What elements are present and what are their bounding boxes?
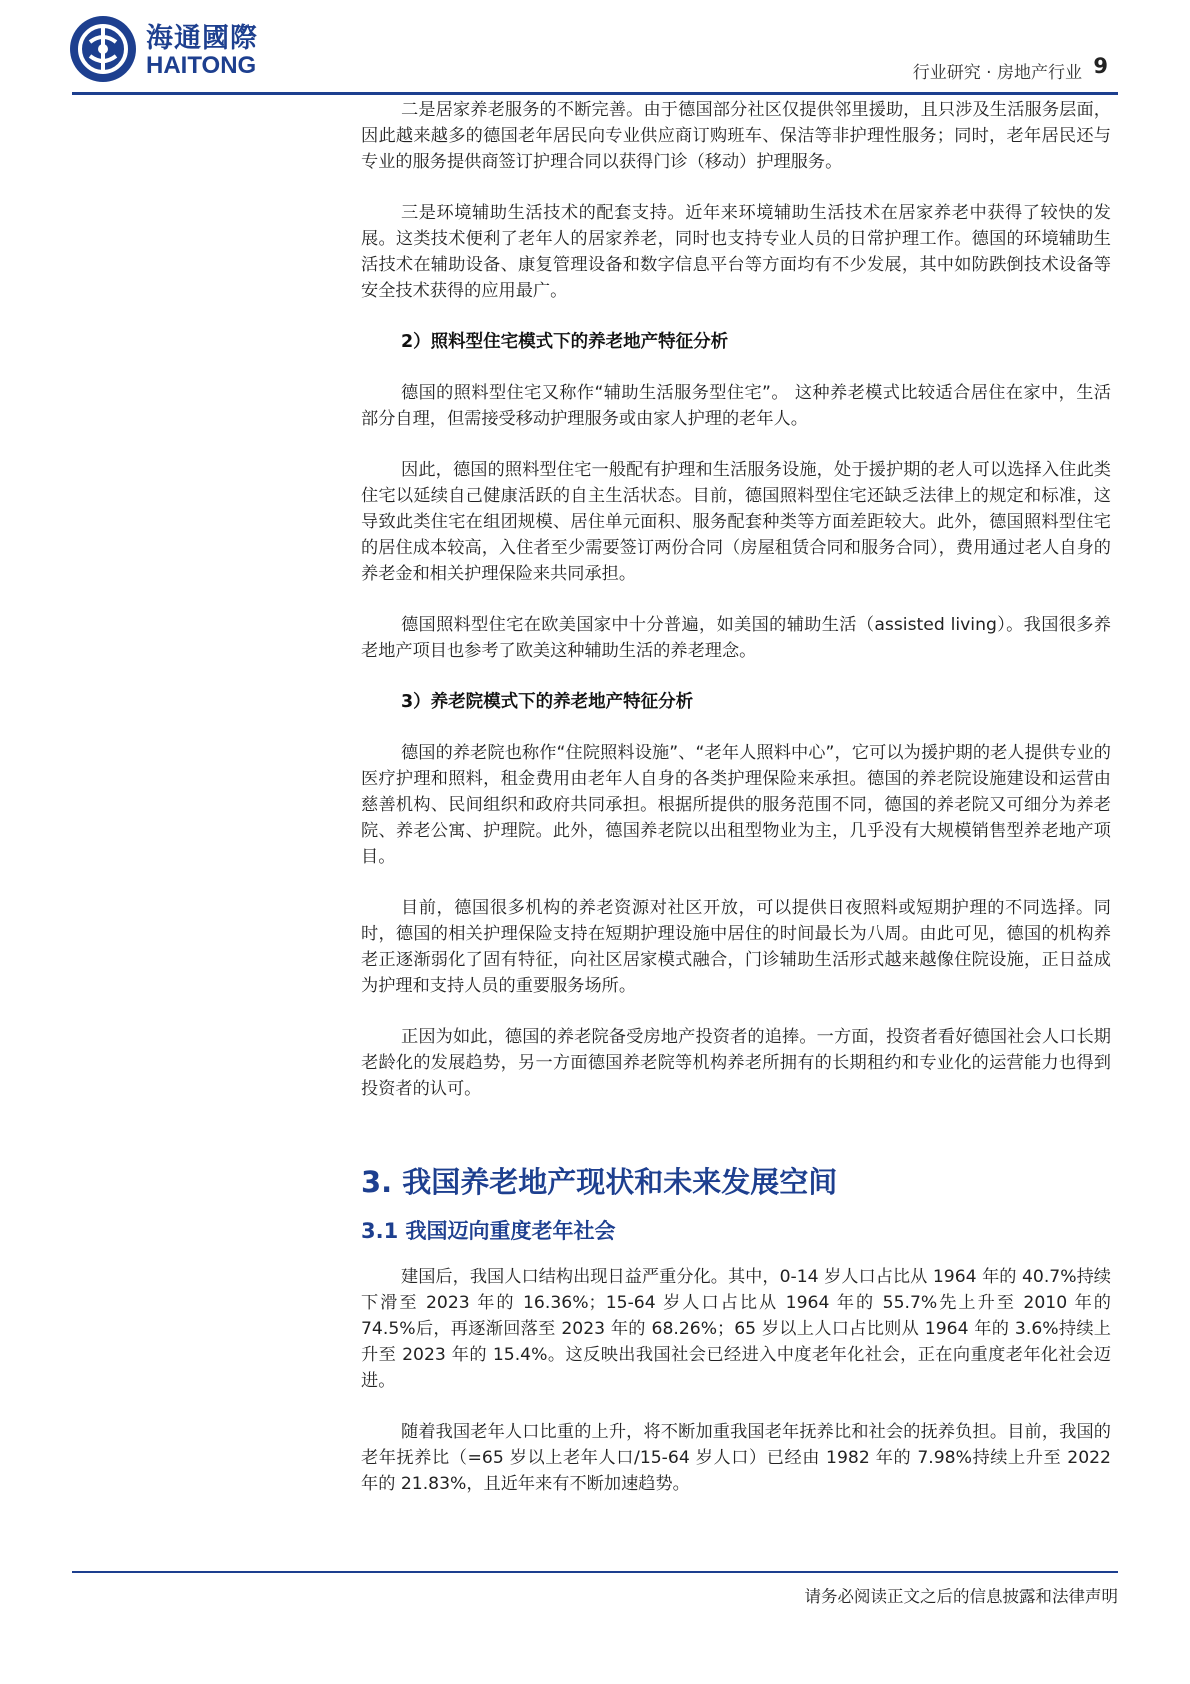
paragraph: 因此，德国的照料型住宅一般配有护理和生活服务设施，处于援护期的老人可以选择入住此类住宅以延续自己健康活跃的自主生活状态。目前，德国照料型住宅还缺乏法律上的规定和标准，这导致此类住宅在组团规模、居住单元面积、服务配套种类等方面差距较大。此外，德国照料型住宅的居住成本较高，入住者至少需要签订两份合同（房屋租赁合同和服务合同），费用通过老人自身的养老金和相关护理保险来共同承担。	[361, 460, 1111, 584]
subsection-title: 3.1 我国迈向重度老年社会	[361, 1219, 616, 1243]
report-category: 行业研究 · 房地产行业	[912, 63, 1082, 83]
haitong-logo	[68, 14, 288, 86]
paragraph: 德国照料型住宅在欧美国家中十分普遍，如美国的辅助生活（assisted living）。我国很多养老地产项目也参考了欧美这种辅助生活的养老理念。	[361, 615, 1111, 661]
subsection-heading: 3）养老院模式下的养老地产特征分析	[401, 692, 694, 712]
haitong-logo-icon	[68, 14, 138, 84]
paragraph: 德国的养老院也称作“住院照料设施”、“老年人照料中心”，它可以为援护期的老人提供专业的医疗护理和照料，租金费用由老年人自身的各类护理保险来承担。德国的养老院设施建设和运营由慈善机构、民间组织和政府共同承担。根据所提供的服务范围不同，德国的养老院又可细分为养老院、养老公寓、护理院。此外，德国养老院以出租型物业为主，几乎没有大规模销售型养老地产项目。	[361, 743, 1111, 867]
paragraph: 随着我国老年人口比重的上升，将不断加重我国老年抚养比和社会的抚养负担。目前，我国的老年抚养比（=65 岁以上老年人口/15-64 岁人口）已经由 1982 年的 7.98%持续上升至 2022 年的 21.83%，且近年来有不断加速趋势。	[361, 1422, 1111, 1494]
paragraph: 二是居家养老服务的不断完善。由于德国部分社区仅提供邻里援助，且只涉及生活服务层面，因此越来越多的德国老年居民向专业供应商订购班车、保洁等非护理性服务；同时，老年居民还与专业的服务提供商签订护理合同以获得门诊（移动）护理服务。	[361, 100, 1111, 172]
page-number: 9	[1093, 54, 1108, 78]
section-heading: 3. 我国养老地产现状和未来发展空间	[361, 1165, 838, 1199]
header-divider	[72, 92, 1118, 95]
paragraph: 目前，德国很多机构的养老资源对社区开放，可以提供日夜照料或短期护理的不同选择。同时，德国的相关护理保险支持在短期护理设施中居住的时间最长为八周。由此可见，德国的机构养老正逐渐弱化了固有特征，向社区居家模式融合，门诊辅助生活形式越来越像住院设施，正日益成为护理和支持人员的重要服务场所。	[361, 898, 1111, 996]
document-body	[361, 97, 1111, 1497]
disclaimer-note: 请务必阅读正文之后的信息披露和法律声明	[804, 1587, 1118, 1606]
paragraph: 三是环境辅助生活技术的配套支持。近年来环境辅助生活技术在居家养老中获得了较快的发展。这类技术便利了老年人的居家养老，同时也支持专业人员的日常护理工作。德国的环境辅助生活技术在辅助设备、康复管理设备和数字信息平台等方面均有不少发展，其中如防跌倒技术设备等安全技术获得的应用最广。	[361, 203, 1111, 301]
logo-chinese-name: 海通國際	[146, 23, 258, 54]
paragraph: 正因为如此，德国的养老院备受房地产投资者的追捧。一方面，投资者看好德国社会人口长期老龄化的发展趋势，另一方面德国养老院等机构养老所拥有的长期租约和专业化的运营能力也得到投资者的认可。	[361, 1027, 1111, 1099]
subsection-heading: 2）照料型住宅模式下的养老地产特征分析	[401, 332, 729, 352]
paragraph: 德国的照料型住宅又称作“辅助生活服务型住宅”。 这种养老模式比较适合居住在家中，生活部分自理，但需接受移动护理服务或由家人护理的老年人。	[361, 383, 1111, 429]
paragraph: 建国后，我国人口结构出现日益严重分化。其中，0-14 岁人口占比从 1964 年的 40.7%持续下滑至 2023 年的 16.36%；15-64 岁人口占比从 1964 年的 55.7%先上升至 2010 年的 74.5%后，再逐渐回落至 2023 年的 68.26%；65 岁以上人口占比则从 1964 年的 3.6%持续上升至 2023 年的 15.4%。这反映出我国社会已经进入中度老年化社会，正在向重度老年化社会迈进。	[361, 1267, 1111, 1391]
footer-divider	[72, 1571, 1118, 1573]
logo-english-name: HAITONG	[146, 52, 257, 79]
